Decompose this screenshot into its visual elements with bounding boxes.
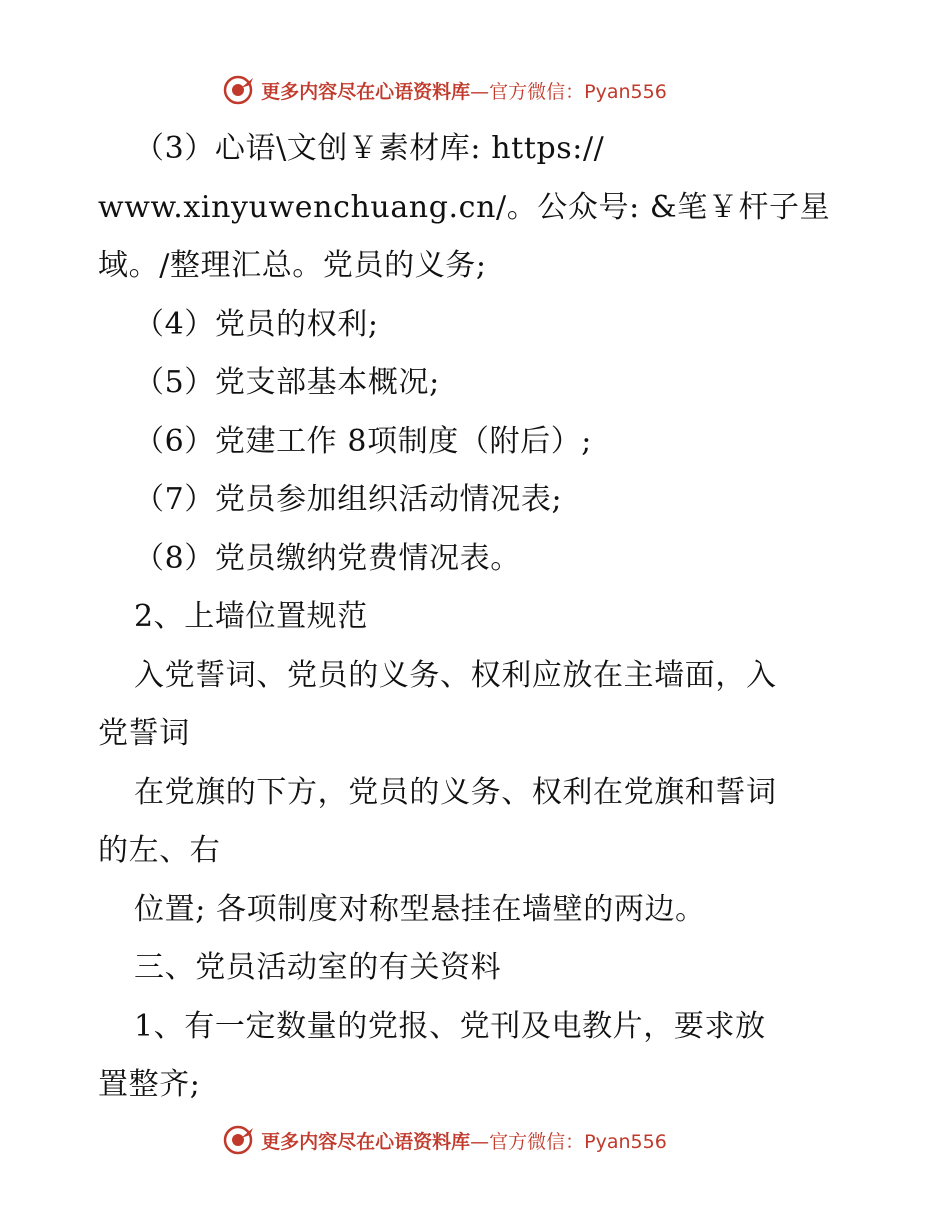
header-watermark-banner — [0, 70, 950, 110]
pen-logo-icon — [223, 1124, 255, 1156]
text-line: （5）党支部基本概况; — [134, 365, 440, 400]
text-line: （4）党员的权利; — [134, 306, 379, 342]
text-line: 1、有一定数量的党报、党刊及电教片，要求放 — [134, 1008, 766, 1044]
text-line: 的左、右 — [98, 833, 221, 868]
pen-logo-icon — [223, 74, 255, 106]
section-heading: 2、上墙位置规范 — [134, 599, 368, 634]
watermark-text: 更多内容尽在心语资料库—官方微信：Pyan556 — [261, 1130, 667, 1153]
text-line: （8）党员缴纳党费情况表。 — [134, 540, 521, 576]
text-line: 位置; 各项制度对称型悬挂在墙壁的两边。 — [134, 891, 706, 927]
text-line: 域。/整理汇总。党员的义务; — [98, 248, 487, 283]
footer-watermark-banner — [0, 1120, 950, 1160]
text-line: （7）党员参加组织活动情况表; — [134, 482, 563, 517]
text-line: www.xinyuwenchuang.cn/。公众号: &笔￥杆子星 — [98, 189, 831, 225]
text-line: 在党旗的下方，党员的义务、权利在党旗和誓词 — [134, 774, 777, 810]
text-line: （3）心语\文创￥素材库: https:// — [134, 131, 605, 166]
watermark-text: 更多内容尽在心语资料库—官方微信：Pyan556 — [261, 80, 667, 103]
document-body — [98, 120, 858, 1115]
section-heading: 三、党员活动室的有关资料 — [134, 950, 502, 985]
text-line: 入党誓词、党员的义务、权利应放在主墙面，入 — [134, 657, 777, 693]
text-line: 党誓词 — [98, 716, 190, 751]
text-line: 置整齐; — [98, 1067, 201, 1102]
text-line: （6）党建工作 8项制度（附后）; — [134, 423, 593, 459]
